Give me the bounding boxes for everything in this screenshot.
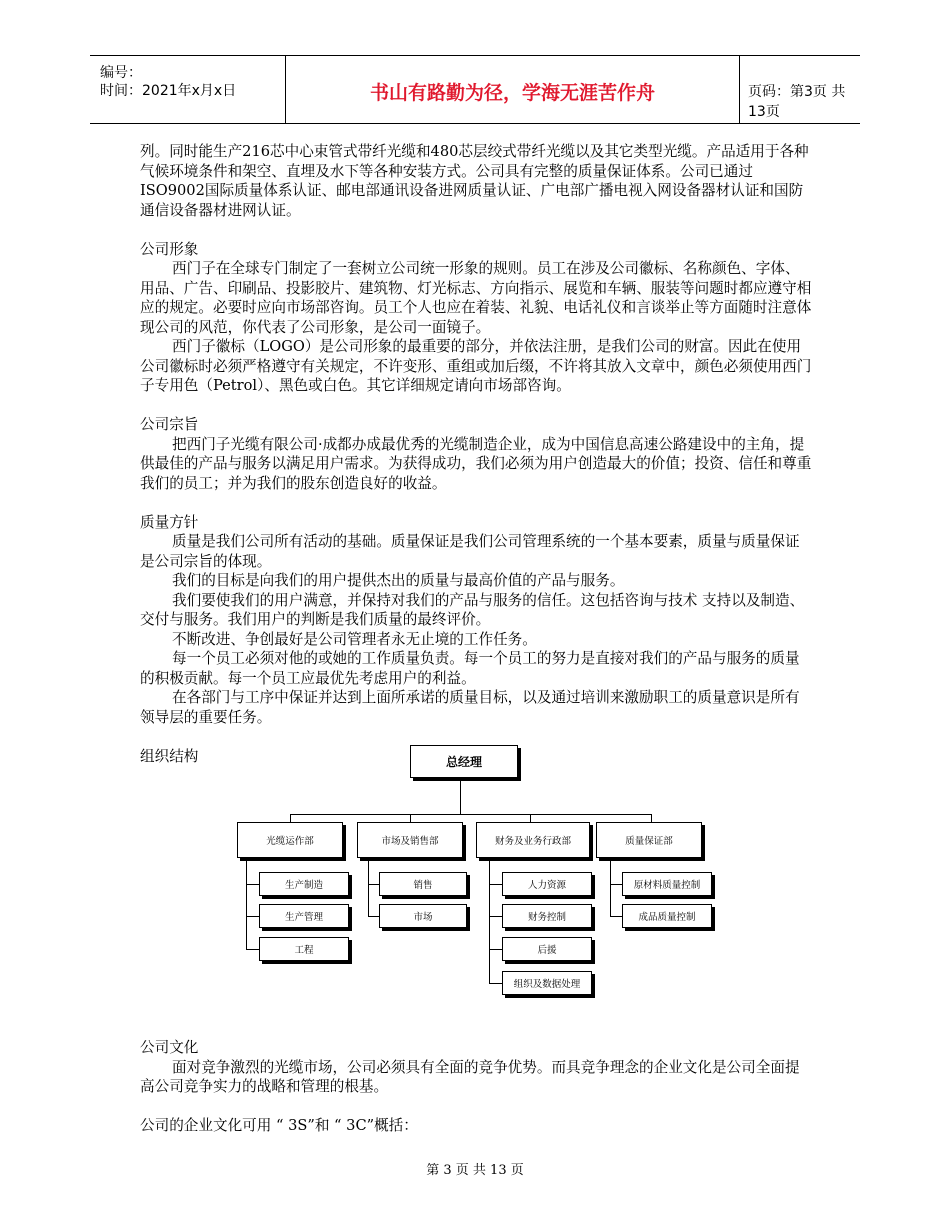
- org-box-department: 质量保证部: [596, 822, 702, 858]
- body-paragraph: 我们要使我们的用户满意，并保持对我们的产品与服务的信任。这包括咨询与技术 支持以及制造、交付与服务。我们用户的判断是我们质量的最终评价。: [140, 591, 805, 628]
- document-time-label: 时间：2021年x月x日: [100, 83, 237, 99]
- org-box-unit: 后援: [502, 937, 592, 961]
- body-paragraph: 不断改进、争创最好是公司管理者永无止境的工作任务。: [172, 630, 537, 648]
- header-motto: 书山有路勤为径，学海无涯苦作舟: [369, 82, 655, 104]
- page-header: [90, 55, 860, 124]
- org-box-unit: 工程: [259, 937, 349, 961]
- org-box-unit: 销售: [379, 872, 467, 896]
- section-heading-culture: 公司文化: [140, 1039, 199, 1056]
- body-paragraph: 西门子在全球专门制定了一套树立公司统一形象的规则。员工在涉及公司徽标、名称颜色、字体、用品、广告、印刷品、投影胶片、建筑物、灯光标志、方向指示、展览和车辆、服装等问题时都应遵守相应的规定。必要时应向市场部咨询。员工个人也应在着装、礼貌、电话礼仪和言谈举止等方面随时注意体现公司的风范，你代表了公司形象，是公司一面镜子。: [140, 260, 812, 336]
- section-heading-quality: 质量方针: [140, 513, 199, 531]
- intro-paragraph: 列。同时能生产216芯中心束管式带纤光缆和480芯层绞式带纤光缆以及其它类型光缆。产品适用于各种气候环境条件和架空、直埋及水下等各种安装方式。公司具有完整的质量保证体系。公司已通过ISO9002国际质量体系认证、邮电部通讯设备进网质量认证、广电部广播电视入网设备器材认证和国防通信设备器材进网认证。: [140, 143, 809, 219]
- org-box-unit: 市场: [379, 904, 467, 928]
- org-box-department: 市场及销售部: [357, 822, 463, 858]
- culture-summary-line: 公司的企业文化可用 “ 3S”和 “ 3C”概括：: [140, 1117, 418, 1134]
- document-number-label: 编号：: [100, 65, 142, 81]
- body-paragraph: 把西门子光缆有限公司·成都办成最优秀的光缆制造企业，成为中国信息高速公路建设中的主角，提供最佳的产品与服务以满足用户需求。为获得成功，我们必须为用户创造最大的价值；投资、信任和尊重我们的员工；并为我们的股东创造良好的收益。: [140, 435, 812, 492]
- body-paragraph: 西门子徽标（LOGO）是公司形象的最重要的部分，并依法注册，是我们公司的财富。因此在使用公司徽标时必须严格遵守有关规定，不许变形、重组或加后缀，不许将其放入文章中，颜色必须使用西门子专用色（Petrol）、黑色或白色。其它详细规定请向市场部咨询。: [140, 338, 812, 394]
- org-box-unit: 生产管理: [259, 904, 349, 928]
- body-paragraph: 质量是我们公司所有活动的基础。质量保证是我们公司管理系统的一个基本要素，质量与质量保证是公司宗旨的体现。: [140, 533, 800, 570]
- section-heading-org: 组织结构: [140, 747, 199, 765]
- org-box-unit: 成品质量控制: [622, 904, 712, 928]
- org-box-unit: 人力资源: [502, 872, 592, 896]
- header-meta: [90, 56, 285, 123]
- org-box-department: 财务及业务行政部: [476, 822, 590, 858]
- body-paragraph: 在各部门与工序中保证并达到上面所承诺的质量目标，以及通过培训来激励职工的质量意识是所有领导层的重要任务。: [140, 689, 800, 726]
- org-box-department: 光缆运作部: [237, 822, 343, 858]
- body-paragraph: 面对竞争激烈的光缆市场，公司必须具有全面的竞争优势。而具竞争理念的企业文化是公司全面提高公司竞争实力的战略和管理的根基。: [140, 1058, 800, 1095]
- section-heading-mission: 公司宗旨: [140, 416, 199, 433]
- org-chart: [235, 745, 715, 1000]
- org-box-unit: 原材料质量控制: [622, 872, 712, 896]
- org-box-unit: 组织及数据处理: [502, 971, 592, 995]
- header-page-cell: [738, 56, 860, 123]
- header-page-number: 页码：第3页 共13页: [748, 84, 846, 120]
- org-box-unit: 财务控制: [502, 904, 592, 928]
- org-box-general-manager: 总经理: [410, 745, 518, 778]
- page-footer: 第 3 页 共 13 页: [426, 1163, 524, 1178]
- org-box-unit: 生产制造: [259, 872, 349, 896]
- body-paragraph: 每一个员工必须对他的或她的工作质量负责。每一个员工的努力是直接对我们的产品与服务的质量的积极贡献。每一个员工应最优先考虑用户的利益。: [140, 650, 800, 687]
- body-paragraph: 我们的目标是向我们的用户提供杰出的质量与最高价值的产品与服务。: [172, 572, 625, 589]
- section-heading-image: 公司形象: [140, 240, 199, 258]
- header-motto-cell: [285, 56, 740, 123]
